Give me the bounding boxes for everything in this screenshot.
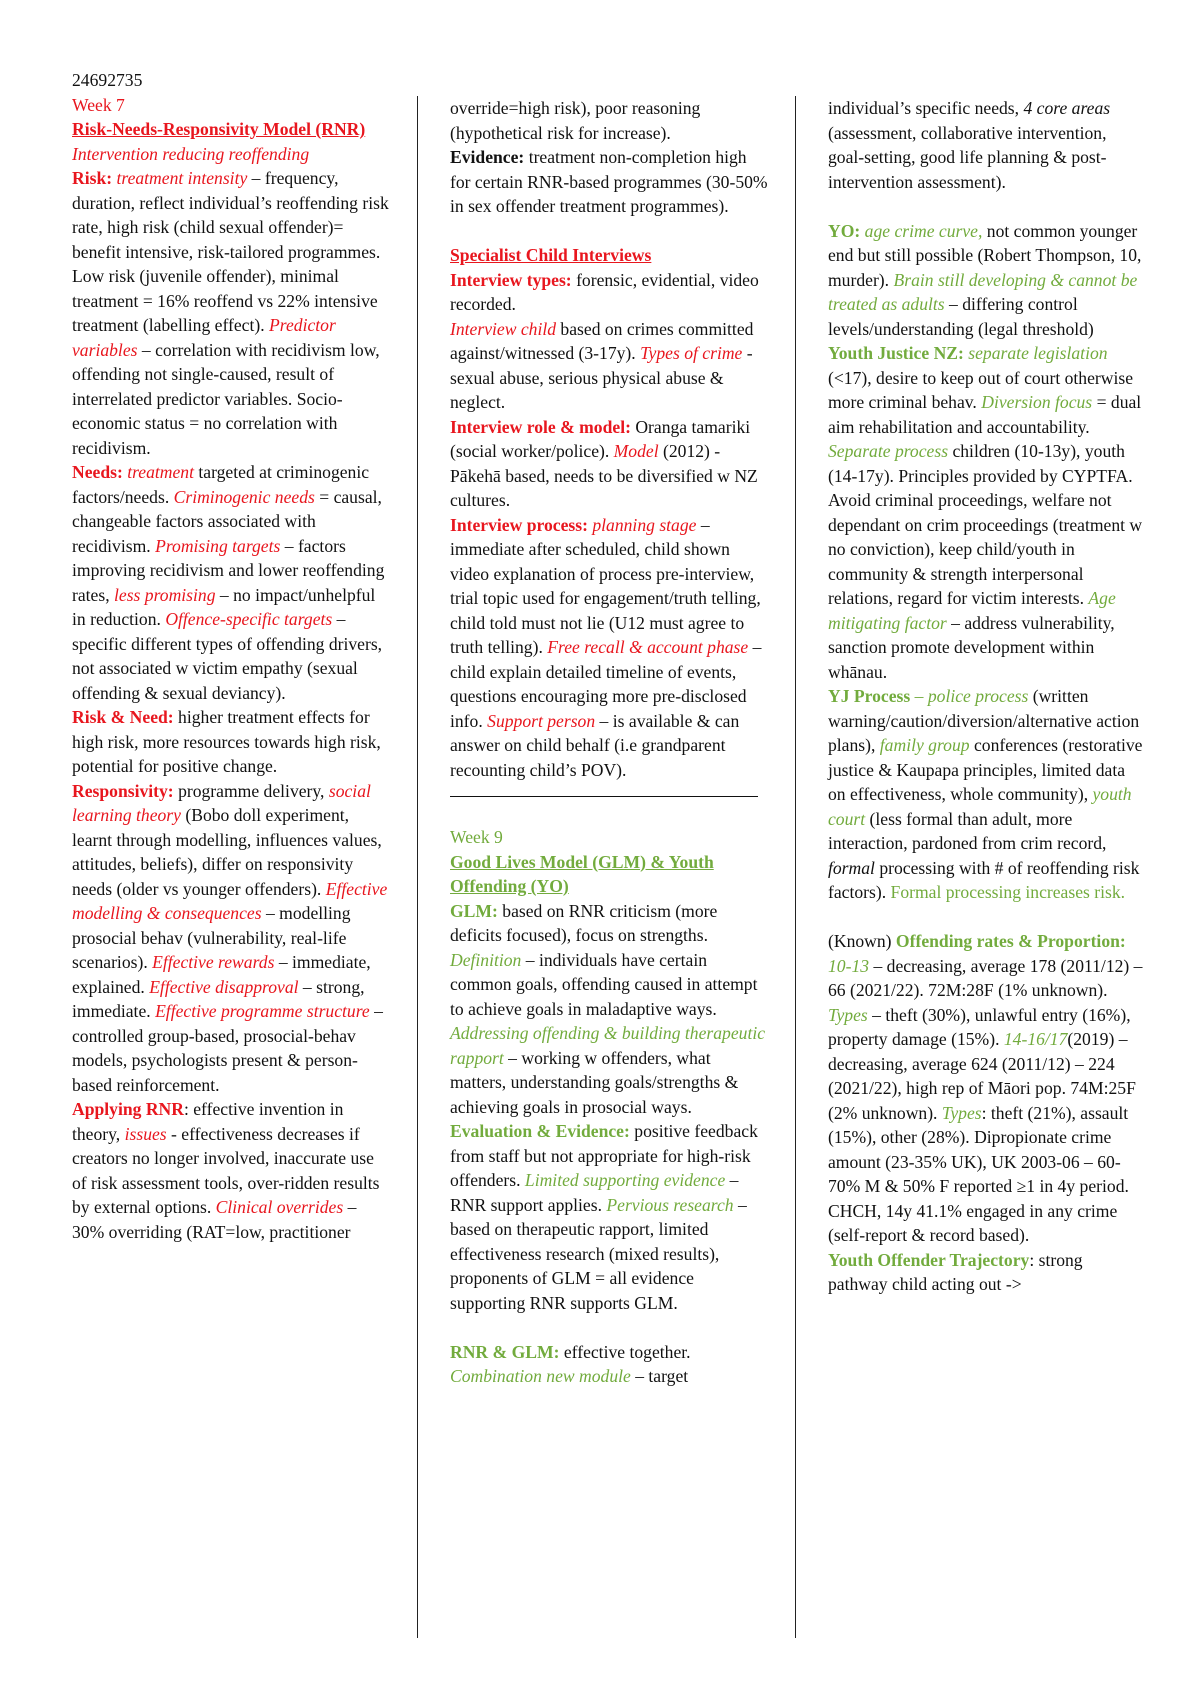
text-run: – address vulnerability, sanction promote development within whānau. bbox=[828, 612, 1115, 682]
text-run: – specific different types of offending drivers, not associated w victim empathy (sexual offending & sexual deviancy). bbox=[72, 609, 383, 703]
text-run: individual’s specific needs, bbox=[828, 98, 1024, 118]
text-run: separate legislation bbox=[968, 343, 1108, 363]
text-run: Evidence: bbox=[450, 147, 529, 167]
text-run: Combination new module bbox=[450, 1366, 631, 1386]
text-run: Criminogenic needs bbox=[173, 486, 315, 507]
text-run: Separate process bbox=[828, 441, 949, 461]
text-run: Intervention reducing reoffending bbox=[72, 143, 310, 164]
text-run: treatment non-completion high for certain RNR-based programmes (30-50% in sex offender treatment programmes). bbox=[450, 147, 768, 216]
text-run: – working w offenders, what matters, understanding goals/strengths & achieving goals in prosocial ways. bbox=[450, 1047, 739, 1117]
text-run: 10-13 bbox=[828, 955, 870, 976]
text-run: – 30% overriding (RAT=low, practitioner bbox=[72, 1197, 357, 1242]
text-run: Limited supporting evidence bbox=[524, 1170, 726, 1190]
text-run: : effective invention in theory, bbox=[72, 1099, 344, 1144]
text-run: Offence-specific targets bbox=[165, 609, 333, 629]
text-run: Diversion focus bbox=[981, 392, 1093, 412]
text-run: - effectiveness decreases if creators no longer involved, inaccurate use of risk assessment tools, over-ridden results by external options. bbox=[72, 1123, 380, 1217]
note-paragraph bbox=[450, 1119, 768, 1315]
text-run: Needs: bbox=[72, 462, 128, 482]
text-run: – immediate, explained. bbox=[72, 952, 371, 997]
text-run: Good Lives Model (GLM) & Youth Offending (YO) bbox=[450, 851, 714, 896]
text-run: (less formal than adult, more interaction, pardoned from crim record, bbox=[828, 808, 1107, 853]
note-paragraph bbox=[828, 1248, 1146, 1297]
text-run: conferences (restorative justice & Kaupapa principles, limited data on effectiveness, whole community), bbox=[828, 735, 1143, 804]
text-run: forensic, evidential, video recorded. bbox=[450, 269, 759, 314]
text-run: Effective disapproval bbox=[149, 976, 299, 997]
note-paragraph bbox=[450, 268, 768, 317]
text-run: Offending rates & Proportion: bbox=[895, 931, 1126, 951]
text-run: (written warning/caution/diversion/alternative action plans), bbox=[828, 686, 1140, 755]
text-run: Types bbox=[941, 1102, 982, 1123]
text-run: Effective programme structure bbox=[155, 1001, 370, 1021]
text-run: – child explain detailed timeline of events, questions encouraging more pre-disclosed info. bbox=[450, 637, 762, 731]
note-paragraph bbox=[450, 850, 768, 899]
text-run: Age mitigating factor bbox=[828, 588, 1116, 633]
note-paragraph bbox=[450, 243, 768, 268]
text-run: age crime curve, bbox=[864, 220, 983, 241]
text-run: Youth Justice NZ: bbox=[828, 343, 969, 363]
text-run: family group bbox=[879, 735, 970, 755]
text-run: Addressing offending & building therapeutic rapport bbox=[450, 1023, 766, 1068]
text-run: – is available & can answer on child behalf (i.e grandparent recounting child’s POV). bbox=[450, 710, 740, 780]
notes-column-2 bbox=[450, 96, 768, 1389]
paragraph-spacer bbox=[450, 1315, 768, 1340]
text-run: – no impact/unhelpful in reduction. bbox=[72, 584, 376, 629]
text-run: positive feedback from staff but not appropriate for high-risk offenders. bbox=[450, 1121, 758, 1190]
note-paragraph bbox=[72, 142, 390, 167]
text-run: (2019) – decreasing, average 624 (2011/12) – 224 (2021/22), high rep of Māori pop. 74M:25F (2% unknown). bbox=[828, 1029, 1136, 1123]
text-run: Week 9 bbox=[450, 827, 503, 847]
text-run: based on crimes committed against/witnessed (3-17y). bbox=[450, 318, 754, 363]
text-run: YJ Process bbox=[828, 686, 915, 706]
text-run: Interview process: bbox=[450, 514, 593, 535]
column-divider-left bbox=[417, 96, 418, 1638]
text-run: Model bbox=[613, 441, 659, 461]
text-run: - sexual abuse, serious physical abuse & neglect. bbox=[450, 343, 753, 412]
notes-column-3 bbox=[828, 96, 1146, 1297]
text-run: – target bbox=[630, 1366, 689, 1386]
text-run: Predictor variables bbox=[72, 315, 336, 360]
text-run: – frequency, duration, reflect individual’s reoffending risk rate, high risk (child sexual offender)= benefit intensive, risk-tailored programmes. Low risk (juvenile offender), minimal treatment = 16% reoffend vs 22% intensive treatment (labelling effect). bbox=[72, 168, 389, 335]
text-run: Oranga tamariki (social worker/police). bbox=[450, 416, 751, 461]
text-run: Youth Offender Trajectory bbox=[828, 1249, 1030, 1270]
paragraph-spacer bbox=[828, 905, 1146, 930]
text-run: = causal, changeable factors associated with recidivism. bbox=[72, 486, 382, 556]
note-paragraph bbox=[72, 93, 390, 118]
text-run: treatment intensity bbox=[116, 168, 248, 188]
text-run: programme delivery, bbox=[178, 780, 329, 801]
text-run: Effective rewards bbox=[152, 952, 275, 972]
note-paragraph bbox=[72, 117, 390, 142]
note-paragraph bbox=[450, 825, 768, 850]
paragraph-spacer bbox=[450, 219, 768, 244]
text-run: based on RNR criticism (more deficits focused), focus on strengths. bbox=[450, 900, 718, 945]
text-run: – immediate after scheduled, child shown video explanation of process pre-interview, trial topic used for engagement/truth telling, child told must not lie (U12 must agree to truth telling). bbox=[450, 514, 761, 657]
note-paragraph bbox=[450, 317, 768, 415]
text-run: Types bbox=[828, 1004, 868, 1025]
text-run: planning stage bbox=[592, 514, 697, 535]
text-run: Specialist Child Interviews bbox=[450, 245, 652, 265]
text-run: – controlled group-based, prosocial-behav models, psychologists present & person-based reinforcement. bbox=[72, 1001, 383, 1095]
text-run: children (10-13y), youth (14-17y). Principles provided by CYPTFA. Avoid criminal proceedings, welfare not dependant on crim proceedings (treatment w no conviction), keep child/youth in community & strength interpersonal relations, regard for victim interests. bbox=[828, 441, 1143, 608]
text-run: – factors improving recidivism and lower reoffending rates, bbox=[72, 535, 385, 605]
text-run: Risk-Needs-Responsivity Model (RNR) bbox=[72, 119, 366, 139]
note-paragraph bbox=[450, 1340, 768, 1389]
note-paragraph bbox=[450, 96, 768, 145]
text-run: YO: bbox=[828, 220, 865, 241]
note-paragraph bbox=[450, 513, 768, 783]
text-run: Support person bbox=[487, 710, 596, 731]
text-run: social learning theory bbox=[72, 780, 371, 825]
note-paragraph bbox=[72, 166, 390, 460]
note-paragraph bbox=[72, 779, 390, 1098]
text-run: Brain still developing & cannot be treated as adults bbox=[828, 269, 1138, 314]
note-paragraph bbox=[72, 460, 390, 705]
text-run: (Known) bbox=[828, 931, 896, 951]
note-paragraph bbox=[828, 341, 1146, 684]
text-run: treatment bbox=[127, 462, 194, 482]
text-run: – police process bbox=[914, 686, 1029, 706]
text-run: Types of crime bbox=[640, 343, 743, 363]
text-run: Responsivity: bbox=[72, 780, 179, 801]
note-paragraph bbox=[828, 219, 1146, 342]
note-paragraph bbox=[828, 96, 1146, 194]
text-run: (2012) - Pākehā based, needs to be diversified w NZ cultures. bbox=[450, 441, 758, 510]
text-run: – individuals have certain common goals, offending caused in attempt to achieve goals in maladaptive ways. bbox=[450, 949, 758, 1019]
note-paragraph bbox=[450, 899, 768, 1120]
text-run: (Bobo doll experiment, learnt through modelling, influences values, attitudes, beliefs), differ on responsivity needs (older vs younger offenders). bbox=[72, 805, 382, 899]
text-run: Free recall & account phase bbox=[547, 637, 749, 657]
text-run: : strong pathway child acting out -> bbox=[828, 1249, 1083, 1294]
text-run: (assessment, collaborative intervention, goal-setting, good life planning & post-intervention assessment). bbox=[828, 122, 1107, 192]
text-run: issues bbox=[124, 1123, 167, 1144]
text-run: processing with # of reoffending risk factors). bbox=[828, 857, 1140, 902]
text-run: – strong, immediate. bbox=[72, 976, 365, 1021]
text-run: 4 core areas bbox=[1023, 98, 1111, 118]
note-paragraph bbox=[828, 929, 1146, 1248]
section-divider bbox=[450, 796, 758, 797]
text-run: Interview role & model: bbox=[450, 416, 636, 437]
text-run: Definition bbox=[450, 949, 522, 970]
text-run: – modelling prosocial behav (vulnerability, real-life scenarios). bbox=[72, 903, 351, 972]
text-run: Promising targets bbox=[155, 535, 281, 556]
text-run: Interview child bbox=[450, 318, 557, 339]
text-run: Interview types: bbox=[450, 269, 577, 290]
text-run: – RNR support applies. bbox=[450, 1170, 739, 1215]
note-paragraph bbox=[72, 1097, 390, 1244]
text-run: Applying RNR bbox=[72, 1099, 184, 1119]
text-run: Effective modelling & consequences bbox=[72, 878, 388, 923]
note-paragraph bbox=[450, 145, 768, 219]
text-run: not common younger end but still possible (Robert Thompson, 10, murder). bbox=[828, 220, 1142, 290]
text-run: (<17), desire to keep out of court otherwise more criminal behav. bbox=[828, 367, 1134, 412]
text-run: override=high risk), poor reasoning (hypothetical risk for increase). bbox=[450, 98, 701, 143]
text-run: Risk: bbox=[72, 168, 117, 188]
text-run: – theft (30%), unlawful entry (16%), property damage (15%). bbox=[828, 1004, 1131, 1049]
text-run: – differing control levels/understanding (legal threshold) bbox=[828, 294, 1094, 339]
text-run: Clinical overrides bbox=[215, 1197, 344, 1217]
text-run: higher treatment effects for high risk, more resources towards high risk, potential for positive change. bbox=[72, 707, 381, 776]
text-run: GLM: bbox=[450, 900, 503, 921]
text-run: less promising bbox=[114, 584, 216, 605]
text-run: – decreasing, average 178 (2011/12) – 66 (2021/22). 72M:28F (1% unknown). bbox=[828, 955, 1143, 1000]
text-run: targeted at criminogenic factors/needs. bbox=[72, 462, 370, 507]
note-paragraph bbox=[72, 705, 390, 779]
text-run: formal bbox=[828, 857, 875, 878]
text-run: effective together. bbox=[563, 1341, 691, 1362]
paragraph-spacer bbox=[828, 194, 1146, 219]
text-run: Week 7 bbox=[72, 94, 125, 115]
text-run: Pervious research bbox=[606, 1194, 734, 1215]
text-run: RNR & GLM: bbox=[450, 1341, 564, 1362]
text-run: Evaluation & Evidence: bbox=[450, 1121, 635, 1141]
text-run: Formal processing increases risk. bbox=[890, 882, 1126, 902]
text-run: : theft (21%), assault (15%), other (28%). Dipropionate crime amount (23-35% UK), UK 2003-06 – 60-70% M & 50% F reported ≥1 in 4y period. CHCH, 14y 41.1% engaged in any crime (self-report & record based). bbox=[828, 1102, 1129, 1245]
notes-column-1 bbox=[72, 93, 390, 1245]
text-run: = dual aim rehabilitation and accountability. bbox=[828, 392, 1142, 437]
text-run: Risk & Need: bbox=[72, 707, 179, 727]
text-run: 14-16/17 bbox=[1003, 1029, 1068, 1049]
text-run: youth court bbox=[828, 784, 1132, 829]
column-divider-right bbox=[795, 96, 796, 1638]
text-run: – based on therapeutic rapport, limited effectiveness research (mixed results), proponents of GLM = all evidence supporting RNR supports GLM. bbox=[450, 1194, 747, 1313]
note-paragraph bbox=[828, 684, 1146, 905]
document-id: 24692735 bbox=[72, 70, 143, 90]
text-run: – correlation with recidivism low, offending not single-caused, result of interrelated predictor variables. Socio-economic status = no correlation with recidivism. bbox=[72, 339, 380, 458]
note-paragraph bbox=[450, 415, 768, 513]
